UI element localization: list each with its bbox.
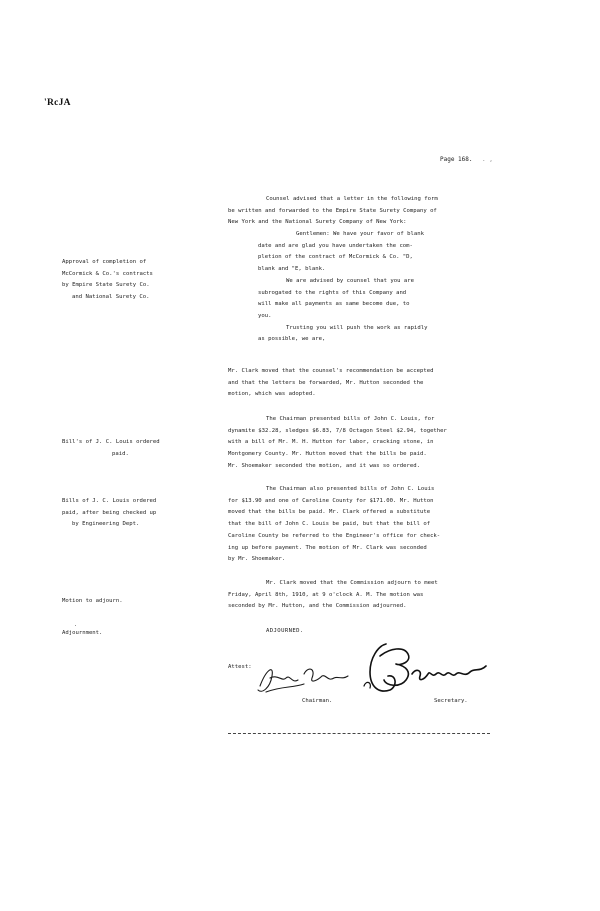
text-line: Friday, April 8th, 1910, at 9 o'clock A. M. The motion was <box>228 591 424 598</box>
text-line: Montgomery County. Mr. Hutton moved that the bills be paid. <box>228 451 427 458</box>
text-line: Mr. Clark moved that the Commission adjourn to meet <box>266 580 438 586</box>
text-line: Mr. Shoemaker seconded the motion, and it was so ordered. <box>228 462 420 469</box>
margin-note-bills-paid <box>62 437 160 460</box>
text-line: New York and the National Surety Company of New York: <box>228 219 407 226</box>
text-line: dynamite $32.28, sledges $6.83, 7/8 Octagon Steel $2.94, together <box>228 427 447 434</box>
secretary-signature <box>356 636 496 702</box>
text-line: The Chairman also presented bills of John C. Louis <box>266 486 435 492</box>
letter-line: Gentlemen: We have your favor of blank <box>296 231 424 237</box>
margin-mark: . <box>74 622 78 628</box>
margin-note-approval <box>62 257 153 303</box>
letter-line: Trusting you will push the work as rapidly <box>286 324 428 331</box>
secretary-label: Secretary. <box>434 698 468 704</box>
letter-line: We are advised by counsel that you are <box>286 277 414 284</box>
text-line: seconded by Mr. Hutton, and the Commission adjourned. <box>228 603 407 610</box>
margin-note-line: paid, after being checked up <box>62 509 157 516</box>
letter-line: will make all payments as same become due, to <box>258 301 410 308</box>
paragraph-bills-presented <box>228 414 447 473</box>
margin-note-line: paid. <box>112 450 129 457</box>
text-line: for $13.90 and one of Caroline County for $171.00. Mr. Hutton <box>228 497 434 504</box>
text-line: that the bill of John C. Louis be paid, but that the bill of <box>228 521 431 528</box>
paragraph-clark-motion <box>228 366 433 401</box>
text-line: Caroline County be referred to the Engineer's office for check- <box>228 532 441 539</box>
margin-note-adjournment: Adjournment. <box>62 630 103 636</box>
letter-line: blank and "E, blank. <box>258 266 326 273</box>
adjourned-heading: ADJOURNED. <box>266 628 304 634</box>
corner-stamp: 'RcJA <box>44 98 71 108</box>
letter-line: date and are glad you have undertaken the com- <box>258 242 413 249</box>
letter-line: as possible, we are, <box>258 336 326 343</box>
page-number: Page 168. <box>440 156 473 163</box>
paragraph-adjourn-motion <box>228 578 438 613</box>
letter-block <box>258 229 427 346</box>
letter-line: you. <box>258 312 272 319</box>
margin-note-line: McCormick & Co.'s contracts <box>62 270 153 277</box>
text-line: be written and forwarded to the Empire State Surety Company of <box>228 207 437 214</box>
text-line: by Mr. Shoemaker. <box>228 556 286 563</box>
chairman-label: Chairman. <box>302 698 333 704</box>
text-line: The Chairman presented bills of John C. Louis, for <box>266 416 435 422</box>
bottom-rule <box>228 733 490 734</box>
page-number-smudge: . , <box>482 156 493 163</box>
margin-note-line: Approval of completion of <box>62 259 147 265</box>
margin-note-line: and National Surety Co. <box>72 293 150 300</box>
paragraph-counsel <box>228 194 438 229</box>
margin-note-motion-adjourn: Motion to adjourn. <box>62 598 123 604</box>
letter-line: pletion of the contract of McCormick & Co. "D, <box>258 254 413 261</box>
margin-note-line: by Empire State Surety Co. <box>62 282 150 289</box>
text-line: Counsel advised that a letter in the following form <box>266 196 438 202</box>
text-line: ing up before payment. The motion of Mr. Clark was seconded <box>228 544 427 551</box>
margin-note-line: Bills of J. C. Louis ordered <box>62 498 157 504</box>
text-line: moved that the bills be paid. Mr. Clark offered a substitute <box>228 509 431 516</box>
text-line: and that the letters be forwarded, Mr. Hutton seconded the <box>228 379 424 386</box>
paragraph-chairman-also <box>228 484 440 566</box>
text-line: motion, which was adopted. <box>228 391 316 398</box>
attest-label: Attest: <box>228 664 252 670</box>
letter-line: subrogated to the rights of this Company and <box>258 289 407 296</box>
margin-note-line: by Engineering Dept. <box>72 521 140 528</box>
margin-note-bills-checked <box>62 496 156 531</box>
margin-note-line: Bill's of J. C. Louis ordered <box>62 439 160 445</box>
chairman-signature <box>252 656 362 700</box>
text-line: Mr. Clark moved that the counsel's recommendation be accepted <box>228 368 434 374</box>
text-line: with a bill of Mr. M. H. Hutton for labor, cracking stone, in <box>228 439 434 446</box>
